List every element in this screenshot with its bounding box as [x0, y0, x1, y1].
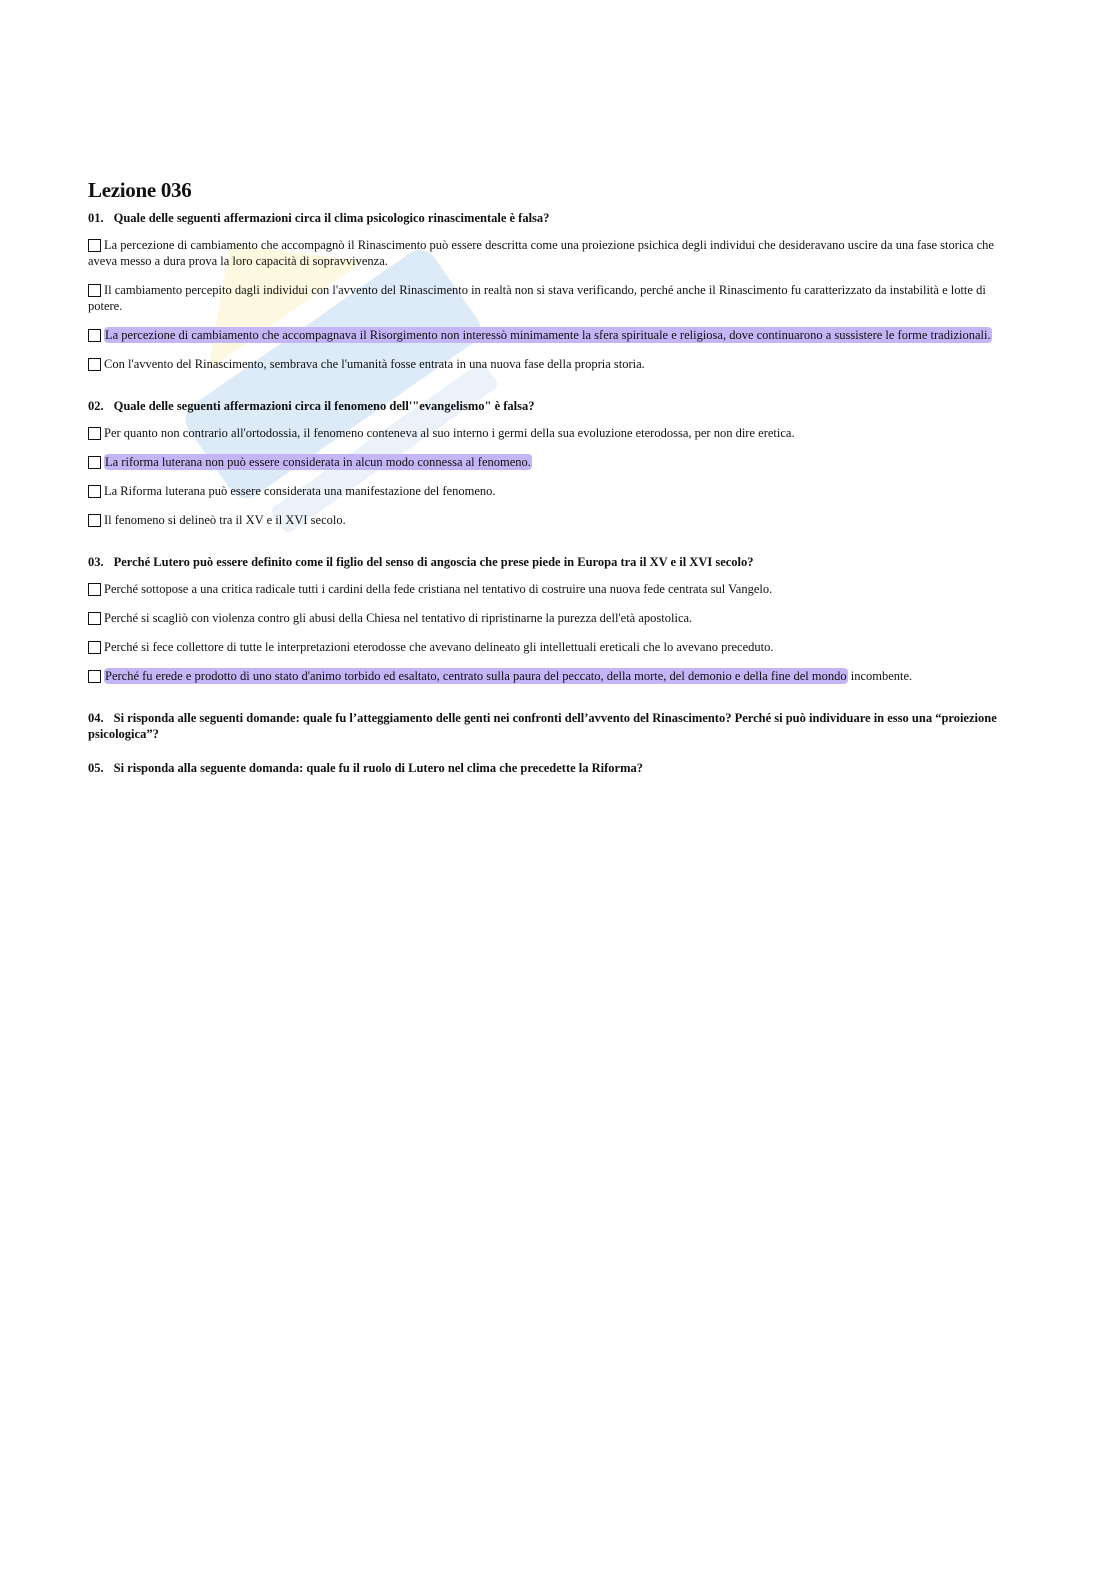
answer-text: Perché sottopose a una critica radicale tutti i cardini della fede cristiana nel tentativo di costruire una nuova fede centrata sul Vangelo. [104, 582, 773, 596]
question-heading [88, 554, 1008, 570]
answer-checkbox[interactable] [88, 514, 101, 527]
question-block [88, 398, 1008, 528]
answer-checkbox[interactable] [88, 641, 101, 654]
answer-checkbox[interactable] [88, 329, 101, 342]
answer-checkbox[interactable] [88, 670, 101, 683]
question-number: 05. [88, 761, 104, 775]
answer-text: La Riforma luterana può essere considerata una manifestazione del fenomeno. [104, 484, 496, 498]
answer-option[interactable] [88, 356, 1008, 372]
question-heading [88, 210, 1008, 226]
open-questions-list [88, 710, 1008, 776]
question-block [88, 554, 1008, 684]
answer-option[interactable] [88, 639, 1008, 655]
answer-text-highlighted: La riforma luterana non può essere considerata in alcun modo connessa al fenomeno. [105, 455, 531, 469]
answer-text: Il fenomeno si delineò tra il XV e il XVI secolo. [104, 513, 346, 527]
answer-text-highlighted: La percezione di cambiamento che accompagnava il Risorgimento non interessò minimamente la sfera spirituale e religiosa, dove continuarono a sussistere le forme tradizionali. [105, 328, 991, 342]
question-block [88, 210, 1008, 372]
answer-text: Per quanto non contrario all'ortodossia, il fenomeno conteneva al suo interno i germi della sua evoluzione eterodossa, per non dire eretica. [104, 426, 795, 440]
answer-text-highlighted: Perché fu erede e prodotto di uno stato d'animo torbido ed esaltato, centrato sulla paura del peccato, della morte, del demonio e della fine del mondo [105, 669, 847, 683]
answer-text: La percezione di cambiamento che accompagnò il Rinascimento può essere descritta come una proiezione psichica degli individui che desideravano uscire da una fase storica che aveva messo a dura prova la loro capacità di sopravvivenza. [88, 238, 994, 268]
answer-text: Con l'avvento del Rinascimento, sembrava che l'umanità fosse entrata in una nuova fase della propria storia. [104, 357, 645, 371]
question-number: 03. [88, 555, 104, 569]
question-heading [88, 398, 1008, 414]
question-text: Quale delle seguenti affermazioni circa il clima psicologico rinascimentale è falsa? [113, 211, 550, 225]
answer-checkbox[interactable] [88, 612, 101, 625]
question-number: 01. [88, 211, 104, 225]
answer-checkbox[interactable] [88, 456, 101, 469]
answer-checkbox[interactable] [88, 239, 101, 252]
answer-text: Il cambiamento percepito dagli individui con l'avvento del Rinascimento in realtà non si stava verificando, perché anche il Rinascimento fu caratterizzato da instabilità e lotte di potere. [88, 283, 986, 313]
answer-option[interactable] [88, 237, 1008, 269]
question-text: Perché Lutero può essere definito come il figlio del senso di angoscia che prese piede in Europa tra il XV e il XVI secolo? [113, 555, 754, 569]
question-text: Si risponda alla seguente domanda: quale fu il ruolo di Lutero nel clima che precedette la Riforma? [113, 761, 644, 775]
open-question [88, 710, 1008, 742]
question-text: Si risponda alle seguenti domande: quale fu l’atteggiamento delle genti nei confronti dell’avvento del Rinascimento? Perché si può individuare in esso una “proiezione psicologica”? [88, 711, 997, 741]
answer-text: Perché si scagliò con violenza contro gli abusi della Chiesa nel tentativo di ripristinarne la purezza dell'età apostolica. [104, 611, 693, 625]
answer-option[interactable] [88, 483, 1008, 499]
answer-text-suffix: incombente. [847, 669, 913, 683]
answer-option[interactable] [88, 610, 1008, 626]
answer-checkbox[interactable] [88, 485, 101, 498]
answer-option[interactable] [88, 425, 1008, 441]
answer-text: Perché si fece collettore di tutte le interpretazioni eterodosse che avevano delineato gli intellettuali ereticali che lo avevano preceduto. [104, 640, 774, 654]
question-number: 02. [88, 399, 104, 413]
answer-option[interactable] [88, 512, 1008, 528]
question-text: Quale delle seguenti affermazioni circa il fenomeno dell'"evangelismo" è falsa? [113, 399, 535, 413]
answer-option[interactable] [88, 581, 1008, 597]
answer-checkbox[interactable] [88, 427, 101, 440]
answer-option[interactable] [88, 668, 1008, 684]
document-page [88, 178, 1008, 794]
questions-list [88, 210, 1008, 684]
lesson-title: Lezione 036 [88, 178, 192, 202]
answer-option[interactable] [88, 327, 1008, 343]
answer-checkbox[interactable] [88, 583, 101, 596]
open-question [88, 760, 1008, 776]
answer-option[interactable] [88, 454, 1008, 470]
question-number: 04. [88, 711, 104, 725]
answer-checkbox[interactable] [88, 284, 101, 297]
answer-checkbox[interactable] [88, 358, 101, 371]
answer-option[interactable] [88, 282, 1008, 314]
